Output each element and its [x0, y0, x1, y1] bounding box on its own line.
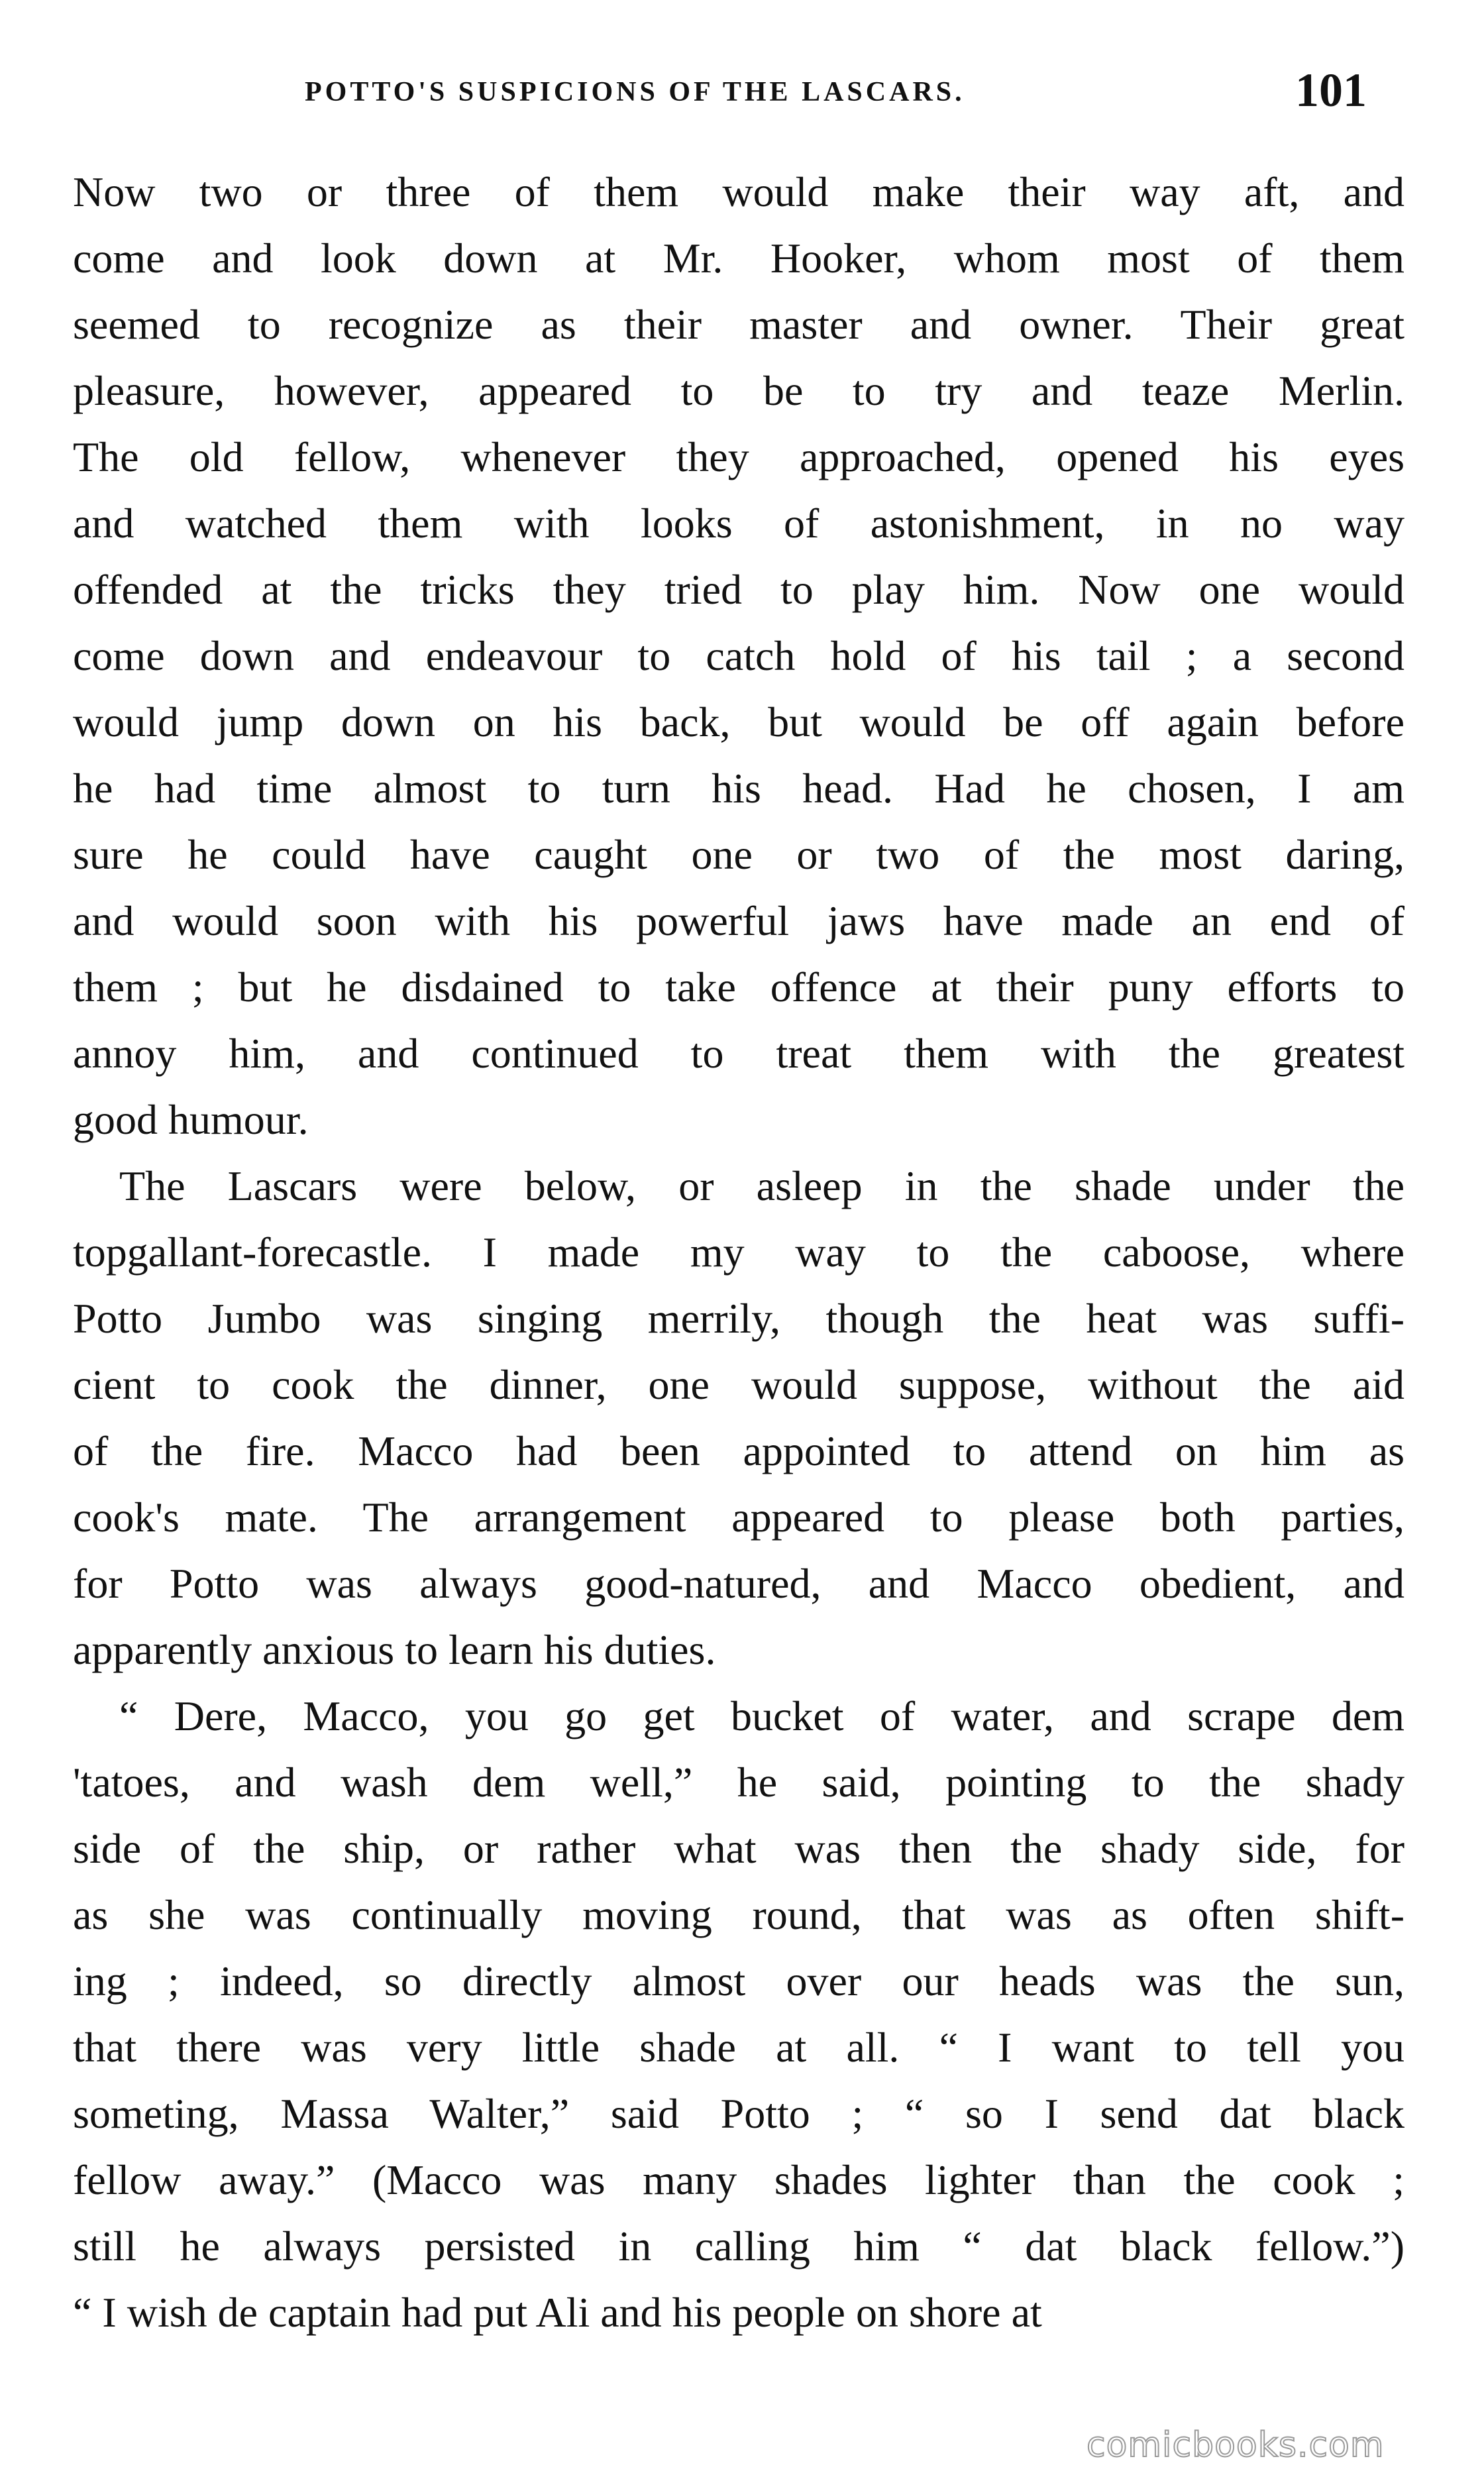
- paragraph: [73, 159, 1404, 1153]
- text-line: 'tatoes, and wash dem well,” he said, pointing to the shady: [73, 1759, 1404, 1806]
- text-line: cient to cook the dinner, one would suppose, without the aid: [73, 1361, 1404, 1408]
- text-line: and watched them with looks of astonishment, in no way: [73, 500, 1404, 547]
- text-line: them ; but he disdained to take offence at their puny efforts to: [73, 963, 1404, 1011]
- text-line: side of the ship, or rather what was then the shady side, for: [73, 1825, 1404, 1872]
- text-line: for Potto was always good-natured, and Macco obedient, and: [73, 1560, 1404, 1607]
- page-number: 101: [1295, 64, 1367, 117]
- text-line: apparently anxious to learn his duties.: [73, 1626, 716, 1673]
- text-line: still he always persisted in calling him “ dat black fellow.”): [73, 2223, 1404, 2270]
- text-line: offended at the tricks they tried to play him. Now one would: [73, 566, 1404, 613]
- text-line: he had time almost to turn his head. Had he chosen, I am: [73, 765, 1404, 812]
- text-line: come down and endeavour to catch hold of his tail ; a second: [73, 632, 1404, 679]
- text-line: ing ; indeed, so directly almost over our heads was the sun,: [73, 1957, 1404, 2005]
- body-text: [73, 159, 1404, 2346]
- text-line: “ Dere, Macco, you go get bucket of water, and scrape dem: [119, 1692, 1404, 1739]
- watermark-logo: comicbooks.com: [1086, 2425, 1385, 2465]
- text-line: The Lascars were below, or asleep in the shade under the: [119, 1162, 1404, 1209]
- running-head: [0, 63, 1484, 116]
- paragraph: [73, 1153, 1404, 1683]
- text-line: pleasure, however, appeared to be to try and teaze Merlin.: [73, 367, 1404, 414]
- text-line: Potto Jumbo was singing merrily, though the heat was suffi-: [73, 1295, 1404, 1342]
- text-line: “ I wish de captain had put Ali and his people on shore at: [73, 2289, 1042, 2336]
- text-line: annoy him, and continued to treat them with the greatest: [73, 1030, 1404, 1077]
- text-line: that there was very little shade at all. “ I want to tell you: [73, 2024, 1404, 2071]
- text-line: cook's mate. The arrangement appeared to please both parties,: [73, 1494, 1404, 1541]
- paragraph: [73, 1683, 1404, 2346]
- text-line: topgallant-forecastle. I made my way to the caboose, where: [73, 1229, 1404, 1276]
- text-line: fellow away.” (Macco was many shades lighter than the cook ;: [73, 2156, 1404, 2203]
- text-line: seemed to recognize as their master and owner. Their great: [73, 301, 1404, 348]
- text-line: come and look down at Mr. Hooker, whom most of them: [73, 235, 1404, 282]
- text-line: someting, Massa Walter,” said Potto ; “ so I send dat black: [73, 2090, 1404, 2137]
- text-line: and would soon with his powerful jaws have made an end of: [73, 897, 1404, 944]
- text-line: sure he could have caught one or two of the most daring,: [73, 831, 1404, 878]
- running-title: POTTO'S SUSPICIONS OF THE LASCARS.: [305, 77, 965, 107]
- text-line: would jump down on his back, but would be off again before: [73, 698, 1404, 745]
- text-line: The old fellow, whenever they approached, opened his eyes: [73, 433, 1404, 480]
- text-line: as she was continually moving round, that was as often shift-: [73, 1891, 1404, 1938]
- text-line: Now two or three of them would make their way aft, and: [73, 168, 1404, 215]
- text-line: good humour.: [73, 1096, 309, 1143]
- text-line: of the fire. Macco had been appointed to attend on him as: [73, 1427, 1404, 1474]
